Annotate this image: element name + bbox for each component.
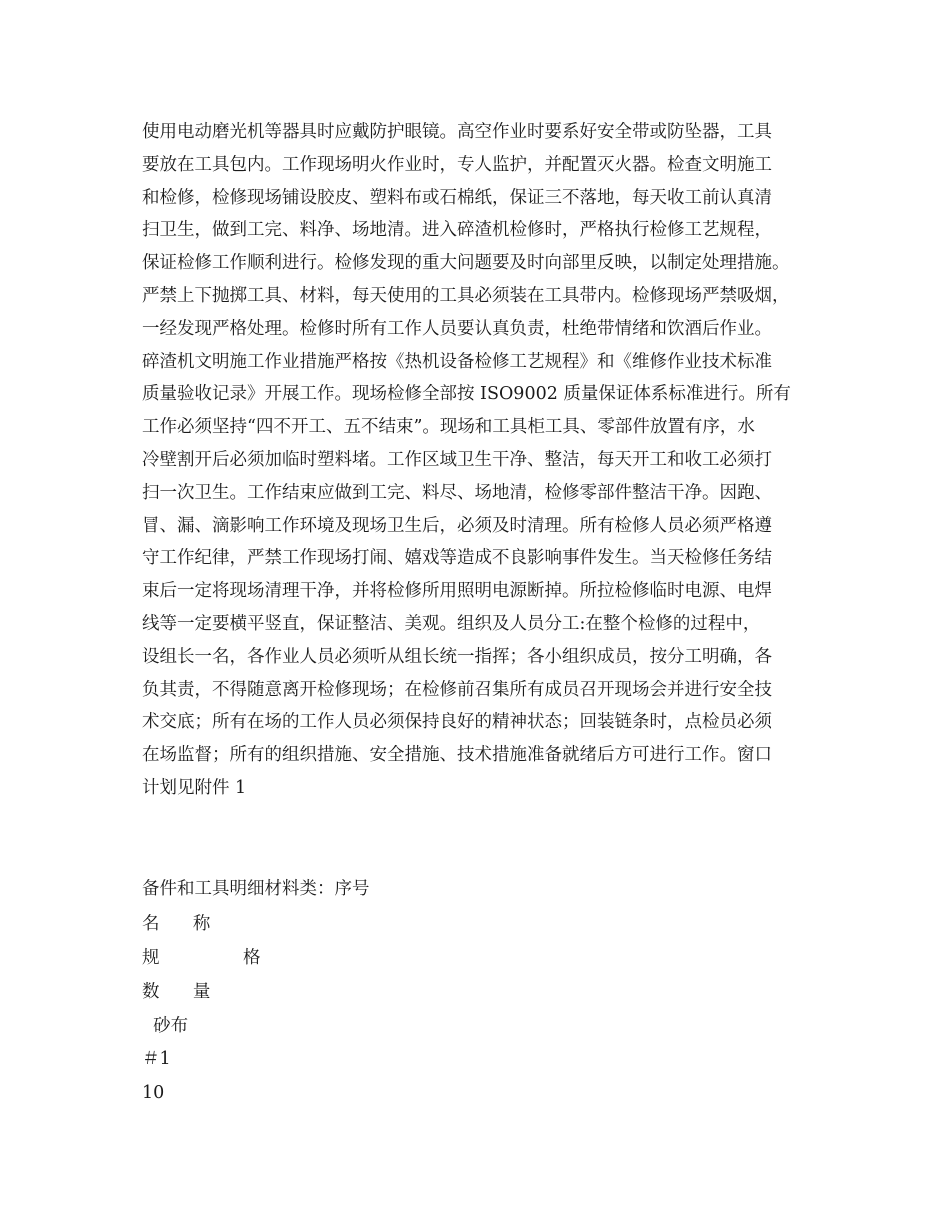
paragraph-line: 使用电动磨光机等器具时应戴防护眼镜。高空作业时要系好安全带或防坠器，工具 [142,122,772,142]
paragraph-line: 保证检修工作顺利进行。检修发现的重大问题要及时向部里反映，以制定处理措施。 [142,253,790,274]
paragraph-line: 质量验收记录》开展工作。现场检修全部按 ISO9002 质量保证体系标准进行。所有 [142,384,791,405]
list-item-quantity: 10 [142,1083,165,1103]
paragraph-line: 在场监督；所有的组织措施、安全措施、技术措施准备就绪后方可进行工作。窗口 [142,745,772,766]
column-name-label: 名 称 [142,914,211,934]
paragraph-line: 严禁上下抛掷工具、材料，每天使用的工具必须装在工具带内。检修现场严禁吸烟， [142,285,790,306]
paragraph-line: 线等一定要横平竖直，保证整洁、美观。组织及人员分工:在整个检修的过程中， [142,613,761,634]
column-spec-label: 规 格 [142,948,261,968]
list-item-name: 砂布 [142,1016,189,1036]
paragraph-line: 扫一次卫生。工作结束应做到工完、料尽、场地清，检修零部件整洁干净。因跑、 [142,482,772,503]
list-item-spec: ＃1 [142,1049,171,1069]
paragraph-line: 术交底；所有在场的工作人员必须保持良好的精神状态；回装链条时，点检员必须 [142,712,772,733]
paragraph-line: 工作必须坚持“四不开工、五不结束”。现场和工具柜工具、零部件放置有序，水 [142,417,755,438]
paragraph-line: 一经发现严格处理。检修时所有工作人员要认真负责，杜绝带情绪和饮酒后作业。 [142,318,772,339]
paragraph-line: 扫卫生，做到工完、料净、场地清。进入碎渣机检修时，严格执行检修工艺规程， [142,220,772,241]
paragraph-line: 守工作纪律，严禁工作现场打闹、嬉戏等造成不良影响事件发生。当天检修任务结 [142,548,772,569]
body-paragraph [142,116,842,805]
paragraph-line: 和检修，检修现场铺设胶皮、塑料布或石棉纸，保证三不落地，每天收工前认真清 [142,187,772,208]
paragraph-line: 冷壁割开后必须加临时塑料堵。工作区域卫生干净、整洁，每天开工和收工必须打 [142,449,772,470]
paragraph-line: 碎渣机文明施工作业措施严格按《热机设备检修工艺规程》和《维修作业技术标准 [142,351,772,372]
paragraph-line: 要放在工具包内。工作现场明火作业时，专人监护，并配置灭火器。检查文明施工 [142,154,772,175]
paragraph-line: 束后一定将现场清理干净，并将检修所用照明电源断掉。所拉检修临时电源、电焊 [142,581,772,602]
paragraph-line: 冒、漏、滴影响工作环境及现场卫生后，必须及时清理。所有检修人员必须严格遵 [142,515,772,536]
column-quantity-label: 数 量 [142,982,211,1002]
paragraph-line: 设组长一名，各作业人员必须听从组长统一指挥；各小组织成员，按分工明确，各 [142,646,772,667]
materials-heading: 备件和工具明细材料类：序号 [142,879,370,899]
paragraph-line: 负其责，不得随意离开检修现场；在检修前召集所有成员召开现场会并进行安全技 [142,679,772,700]
paragraph-line: 计划见附件 1 [142,777,247,798]
